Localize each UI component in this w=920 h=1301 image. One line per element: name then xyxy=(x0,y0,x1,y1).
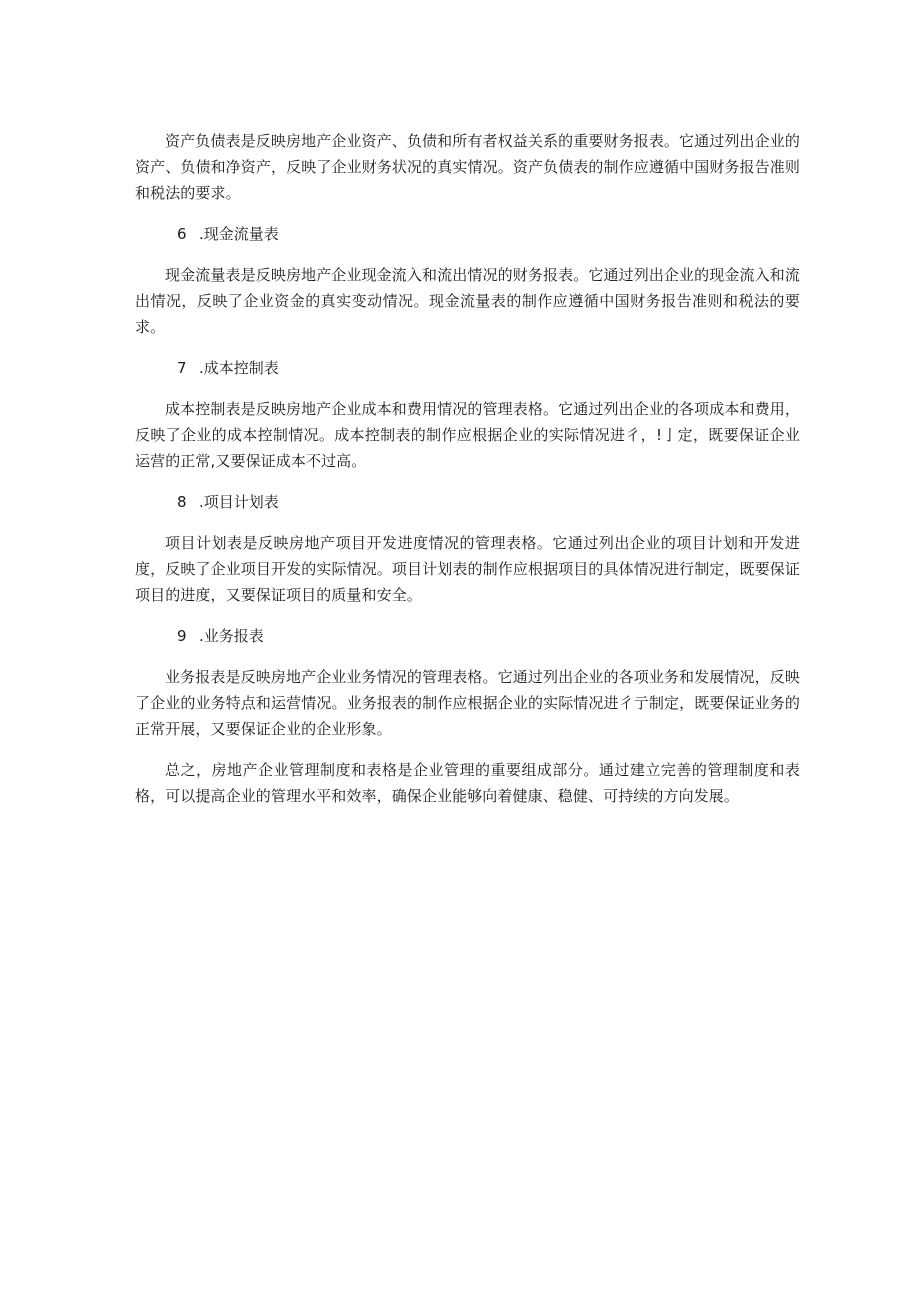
section-heading-cash-flow xyxy=(135,221,800,247)
section-title: .项目计划表 xyxy=(199,493,279,511)
section-title: .业务报表 xyxy=(199,627,264,645)
section-number: 9 xyxy=(177,627,187,645)
paragraph-cost-control: 成本控制表是反映房地产企业成本和费用情况的管理表格。它通过列出企业的各项成本和费用，反映了企业的成本控制情况。成本控制表的制作应根据企业的实际情况进彳，!亅定，既要保证企业运营的正常,又要保证成本不过高。 xyxy=(135,400,800,470)
section-heading-business-report xyxy=(135,623,800,649)
paragraph-summary: 总之，房地产企业管理制度和表格是企业管理的重要组成部分。通过建立完善的管理制度和表格，可以提高企业的管理水平和效率，确保企业能够向着健康、稳健、可持续的方向发展。 xyxy=(135,761,800,805)
section-title: .成本控制表 xyxy=(199,359,279,377)
paragraph-project-plan: 项目计划表是反映房地产项目开发进度情况的管理表格。它通过列出企业的项目计划和开发进度，反映了企业项目开发的实际情况。项目计划表的制作应根据项目的具体情况进行制定，既要保证项目的进度，又要保证项目的质量和安全。 xyxy=(135,534,800,604)
paragraph-balance-sheet: 资产负债表是反映房地产企业资产、负债和所有者权益关系的重要财务报表。它通过列出企业的资产、负债和净资产，反映了企业财务状况的真实情况。资产负债表的制作应遵循中国财务报告准则和税法的要求。 xyxy=(135,132,800,202)
section-number: 7 xyxy=(177,359,187,377)
section-title: .现金流量表 xyxy=(199,225,279,243)
paragraph-cash-flow: 现金流量表是反映房地产企业现金流入和流出情况的财务报表。它通过列出企业的现金流入和流出情况，反映了企业资金的真实变动情况。现金流量表的制作应遵循中国财务报告准则和税法的要求。 xyxy=(135,266,800,336)
section-heading-cost-control xyxy=(135,355,800,381)
section-heading-project-plan xyxy=(135,489,800,515)
paragraph-business-report: 业务报表是反映房地产企业业务情况的管理表格。它通过列出企业的各项业务和发展情况，反映了企业的业务特点和运营情况。业务报表的制作应根据企业的实际情况进彳亍制定，既要保证业务的正常开展，又要保证企业的企业形象。 xyxy=(135,668,800,738)
section-number: 6 xyxy=(177,225,187,243)
section-number: 8 xyxy=(177,493,187,511)
document-body xyxy=(135,128,800,824)
